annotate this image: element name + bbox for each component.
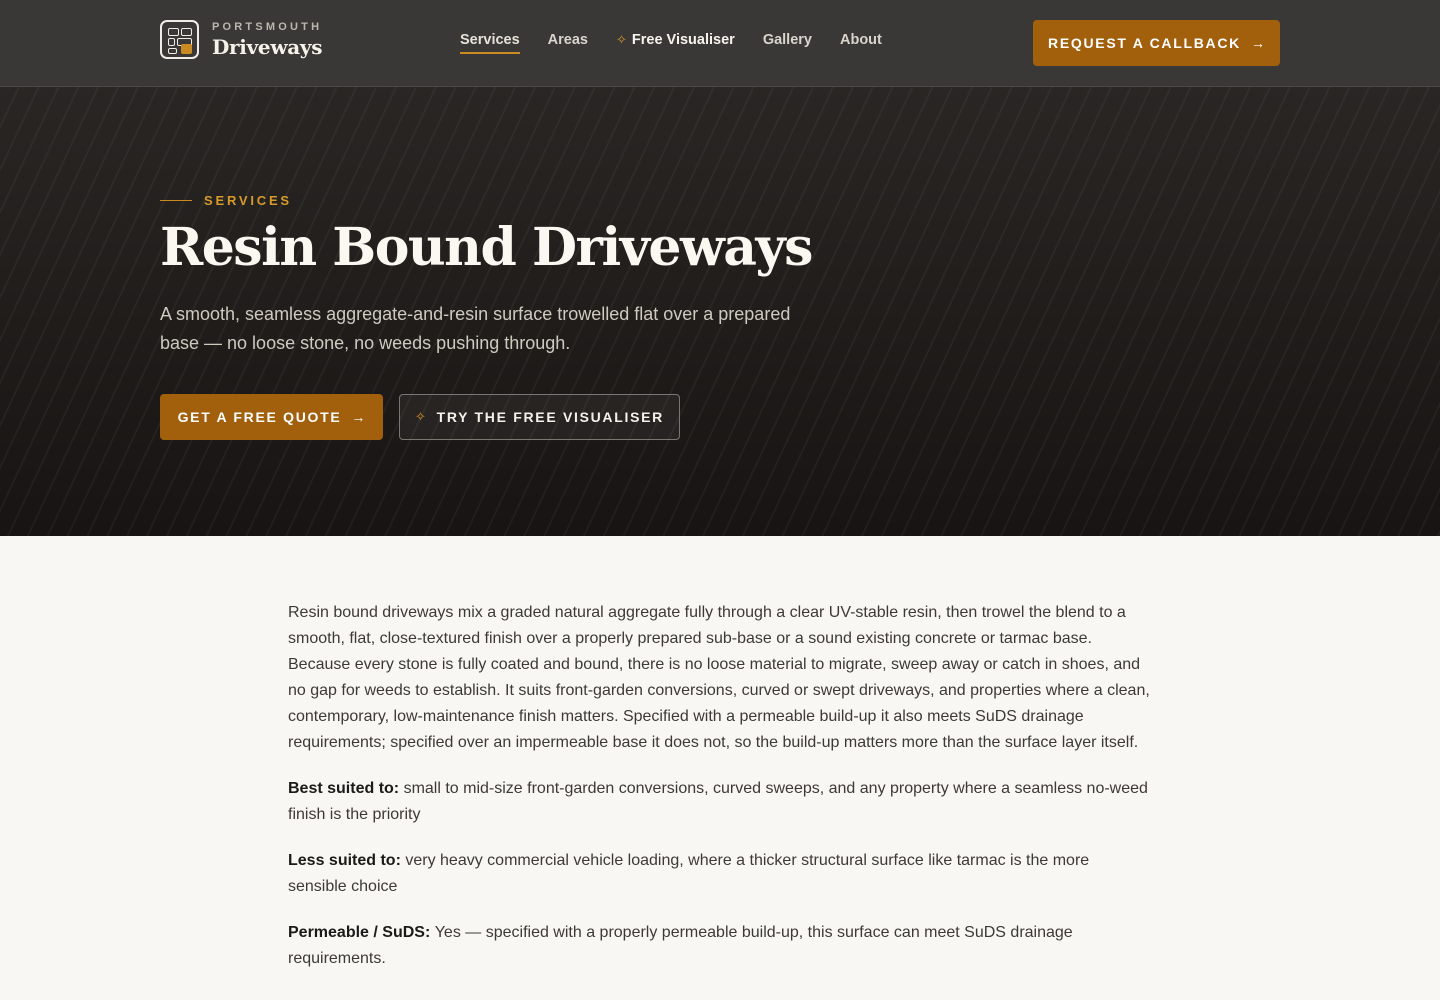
brand-wordmark xyxy=(212,21,322,59)
page-title: Resin Bound Driveways xyxy=(160,217,812,278)
brand-name: Driveways xyxy=(212,34,323,59)
hero-subtitle: A smooth, seamless aggregate-and-resin surface trowelled flat over a prepared base — no loose stone, no weeds pushing through. xyxy=(160,304,791,353)
request-callback-label: REQUEST A CALLBACK xyxy=(1048,35,1241,51)
nav-item-free-visualiser[interactable] xyxy=(616,32,735,52)
site-header xyxy=(0,0,1440,87)
permeable-text: Yes — specified with a properly permeable build-up, this surface can meet SuDS drainage requirements. xyxy=(288,924,1073,967)
nav-item-about[interactable]: About xyxy=(839,32,882,48)
nav-item-label: Free Visualiser xyxy=(631,32,735,48)
less-suited-label: Less suited to: xyxy=(288,852,406,869)
service-description xyxy=(288,600,1152,992)
get-free-quote-label: GET A FREE QUOTE xyxy=(177,409,342,425)
try-visualiser-button[interactable] xyxy=(399,394,680,440)
intro-paragraph: Resin bound driveways mix a graded natural aggregate fully through a clear UV-stable resin, then trowel the blend to a smooth, flat, close-textured finish over a properly prepared sub-base or a sound existing concrete or tarmac base. Because every stone is fully coated and bound, there is no loose material to migrate, sweep away or catch in shoes, and no gap for weeds to establish. It suits front-garden conversions, curved or swept driveways, and properties where a clean, contemporary, low-maintenance finish matters. Specified with a permeable build-up it also meets SuDS drainage requirements; specified over an impermeable base it does not, so the build-up matters more than the surface layer itself. xyxy=(288,604,1150,751)
eyebrow-divider xyxy=(160,200,192,201)
permeable-paragraph xyxy=(288,920,1152,972)
sparkle-icon: ✧ xyxy=(415,409,428,424)
less-suited-text: very heavy commercial vehicle loading, where a thicker structural surface like tarmac is the more sensible choice xyxy=(288,852,1090,895)
hero-eyebrow xyxy=(160,193,292,208)
best-suited-paragraph xyxy=(288,776,1152,828)
nav-item-services[interactable]: Services xyxy=(460,32,520,52)
eyebrow-label: SERVICES xyxy=(204,193,292,208)
main-nav xyxy=(460,32,910,52)
permeable-label: Permeable / SuDS: xyxy=(288,924,435,941)
get-free-quote-button[interactable] xyxy=(160,394,383,440)
nav-item-areas[interactable]: Areas xyxy=(547,32,588,48)
try-visualiser-label: TRY THE FREE VISUALISER xyxy=(436,409,664,425)
less-suited-paragraph xyxy=(288,848,1152,900)
brand-logo-link[interactable] xyxy=(160,20,322,59)
hero-section xyxy=(0,87,1440,536)
brand-location: PORTSMOUTH xyxy=(212,20,323,33)
sparkle-icon: ✧ xyxy=(615,32,627,47)
request-callback-button[interactable] xyxy=(1033,20,1280,66)
arrow-right-icon: → xyxy=(351,409,366,425)
nav-item-gallery[interactable]: Gallery xyxy=(762,32,812,48)
arrow-right-icon: → xyxy=(1250,35,1265,51)
best-suited-text: small to mid-size front-garden conversions, curved sweeps, and any property where a seamless no-weed finish is the priority xyxy=(288,780,1148,823)
paving-blocks-icon xyxy=(160,20,199,59)
best-suited-label: Best suited to: xyxy=(288,780,404,797)
